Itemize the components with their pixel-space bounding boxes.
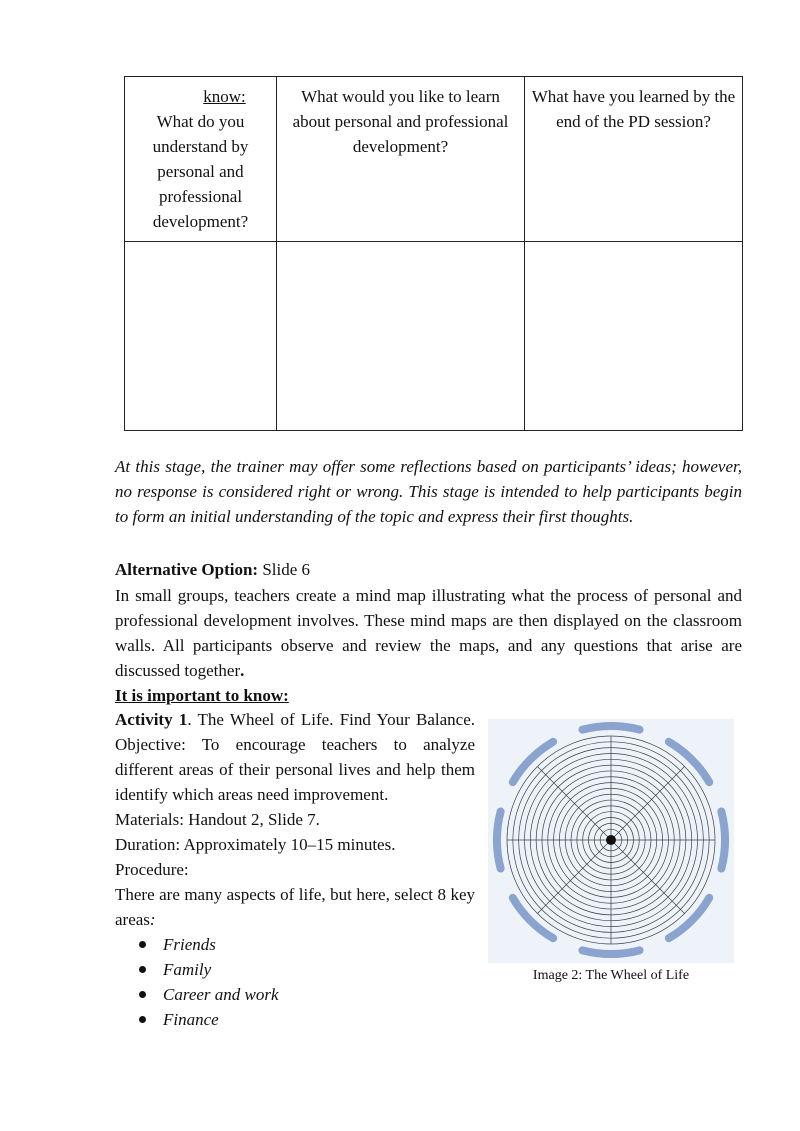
wheel-segment-arc: [582, 950, 639, 954]
activity-intro-end: :: [149, 910, 156, 929]
table-row: [125, 242, 743, 431]
activity-procedure: Procedure:: [115, 860, 189, 879]
wheel-segment-arc: [582, 726, 639, 730]
activity-duration: Duration: Approximately 10–15 minutes.: [115, 835, 396, 854]
table-header-cell: [525, 77, 743, 242]
answer-cell: [525, 242, 743, 431]
trainer-note: At this stage, the trainer may offer some reflections based on participants’ ideas; however, no response is considered right or wrong. This stage is intended to help participants begin to form an initial understanding of the topic and express their first thoughts.: [115, 457, 742, 526]
header-text: What do you understand by personal and professional development?: [152, 112, 249, 231]
wheel-of-life-figure: [488, 719, 734, 963]
wheel-segment-arc: [721, 811, 725, 868]
answer-cell: [125, 242, 277, 431]
header-text: What have you learned by the end of the PD session?: [531, 87, 736, 131]
list-item: Finance: [137, 1007, 475, 1032]
answer-cell: [277, 242, 525, 431]
alternative-slide: Slide 6: [258, 560, 311, 579]
table-header-row: [125, 77, 743, 242]
list-item: Career and work: [137, 982, 475, 1007]
figure-caption: Image 2: The Wheel of Life: [532, 968, 690, 983]
list-item: Family: [137, 957, 475, 982]
alternative-text: [115, 583, 742, 683]
table-header-cell: [125, 77, 277, 242]
activity-intro-text: There are many aspects of life, but here, select 8 key areas: [115, 885, 475, 929]
list-item: Friends: [137, 932, 475, 957]
activity-title-text: . The Wheel of Life. Find Your Balance.: [187, 710, 475, 729]
activity-materials: Materials: Handout 2, Slide 7.: [115, 810, 320, 829]
activity-intro: [115, 882, 475, 932]
alternative-text-body: In small groups, teachers create a mind map illustrating what the process of personal and professional development involves. These mind maps are then displayed on the classroom walls. All participants observe and review the maps, and any questions that arise are discussed together: [115, 586, 742, 680]
important-heading: It is important to know:: [115, 686, 289, 705]
activity-objective: Objective: To encourage teachers to analyze different areas of their personal lives and help them identify which areas need improvement.: [115, 735, 475, 804]
alternative-option: [115, 557, 742, 582]
know-label: know:: [203, 87, 246, 106]
activity-title: [115, 707, 475, 732]
life-areas-list: [115, 932, 475, 1032]
wheel-segment-arc: [497, 811, 501, 868]
header-text: What would you like to learn about personal and professional development?: [292, 87, 509, 156]
wheel-of-life-image: [488, 719, 734, 963]
activity-section: [115, 707, 475, 1032]
alternative-label: Alternative Option:: [115, 560, 259, 579]
wheel-center: [606, 835, 616, 845]
activity-label: Activity 1: [115, 710, 188, 729]
table-header-cell: [277, 77, 525, 242]
kwl-table: [124, 76, 743, 431]
alternative-text-end: .: [240, 661, 245, 680]
